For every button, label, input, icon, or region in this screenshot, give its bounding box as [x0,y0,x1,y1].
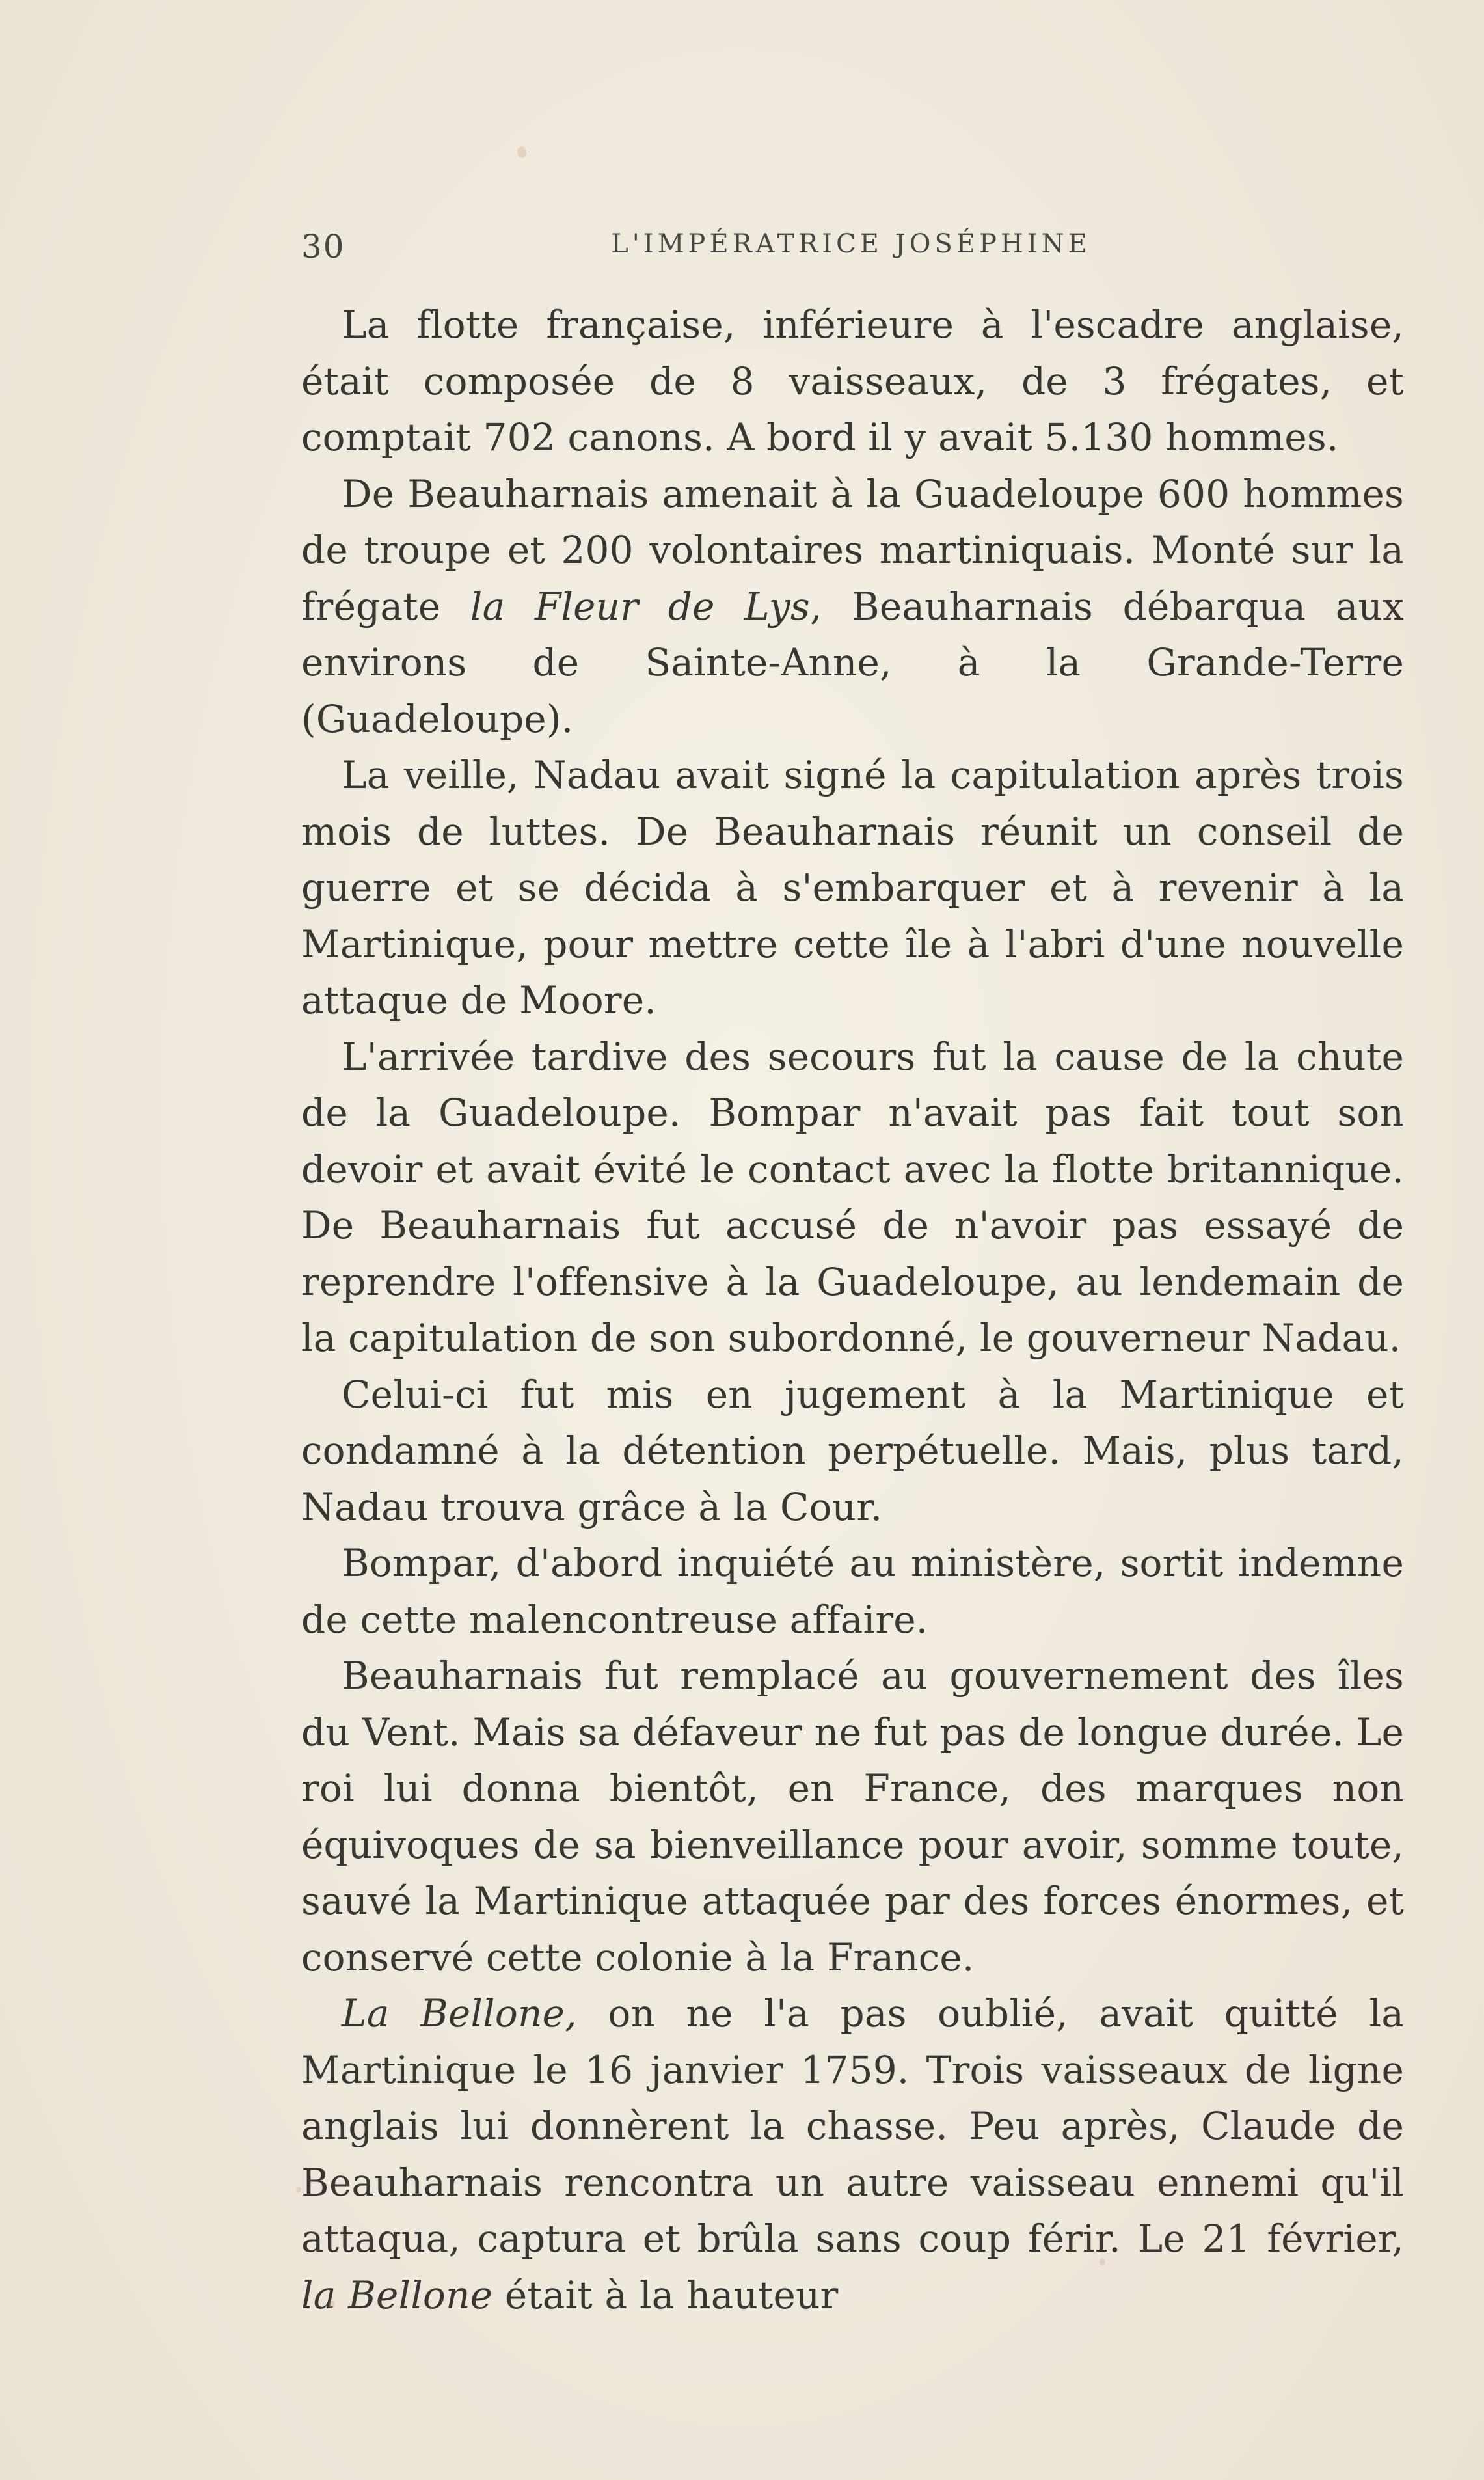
running-head [301,228,1401,273]
paper-spot [329,2300,335,2308]
paper-spot [296,2187,301,2192]
paragraph-text: était à la hauteur [492,2272,839,2317]
body-text [301,297,1404,2323]
paragraph-text: Beauharnais fut remplacé au gouvernement des îles du Vent. Mais sa défaveur ne fut pas de longue durée. Le roi lui donna bientôt, en France, des marques non équivoques de sa bienveillance pour avoir, somme toute, sauvé la Martinique attaquée par des forces énormes, et conservé cette colonie à la France. [301,1654,1404,1980]
paragraph-text: , Beauharnais débarqua aux environs de Sainte-Anne, à la Grande-Terre (Guadeloupe). [301,584,1404,741]
paragraph-text: La veille, Nadau avait signé la capitulation après trois mois de luttes. De Beauharnais réunit un conseil de guerre et se décida à s'embarquer et à revenir à la Martinique, pour mettre cette île à l'abri d'une nouvelle attaque de Moore. [301,753,1404,1022]
ship-name: La Bellone, [342,1991,577,2036]
paragraph-capitulation [301,747,1404,1029]
paragraph-text: De Beauharnais amenait à la Guadeloupe 600 hommes de troupe et 200 volontaires martiniquais. Monté sur la frégate [301,471,1404,629]
paragraph-fleet [301,297,1404,466]
paragraph-beauharnais-replaced [301,1648,1404,1985]
running-title: L'IMPÉRATRICE JOSÉPHINE [611,229,1091,259]
paragraph-judgment [301,1367,1404,1536]
paragraph-text: La flotte française, inférieure à l'escadre anglaise, était composée de 8 vaisseaux, de 3 frégates, et comptait 702 canons. A bord il y avait 5.130 hommes. [301,303,1404,459]
paragraph-fall-of-guadeloupe [301,1029,1404,1367]
paragraph-bompar [301,1535,1404,1648]
paper-spot [1100,2258,1105,2265]
page-number: 30 [301,228,345,266]
paragraph-la-bellone [301,1985,1404,2323]
paper-spot [517,146,526,158]
paragraph-text: Celui-ci fut mis en jugement à la Martinique et condamné à la détention perpétuelle. Mais, plus tard, Nadau trouva grâce à la Cour. [301,1372,1404,1529]
ship-name: la Fleur de Lys [470,584,810,629]
paragraph-text: on ne l'a pas oublié, avait quitté la Martinique le 16 janvier 1759. Trois vaisseaux de ligne anglais lui donnèrent la chasse. Peu après, Claude de Beauharnais rencontra un autre vaisseau ennemi qu'il attaqua, captura et brûla sans coup férir. Le 21 février, [301,1991,1405,2261]
paragraph-text: L'arrivée tardive des secours fut la cause de la chute de la Guadeloupe. Bompar n'avait pas fait tout son devoir et avait évité le contact avec la flotte britannique. De Beauharnais fut accusé de n'avoir pas essayé de reprendre l'offensive à la Guadeloupe, au lendemain de la capitulation de son subordonné, le gouverneur Nadau. [301,1034,1404,1360]
paragraph-text: Bompar, d'abord inquiété au ministère, sortit indemne de cette malencontreuse affaire. [301,1541,1404,1642]
ship-name: la Bellone [301,2272,493,2317]
paragraph-guadeloupe-landing [301,466,1404,748]
